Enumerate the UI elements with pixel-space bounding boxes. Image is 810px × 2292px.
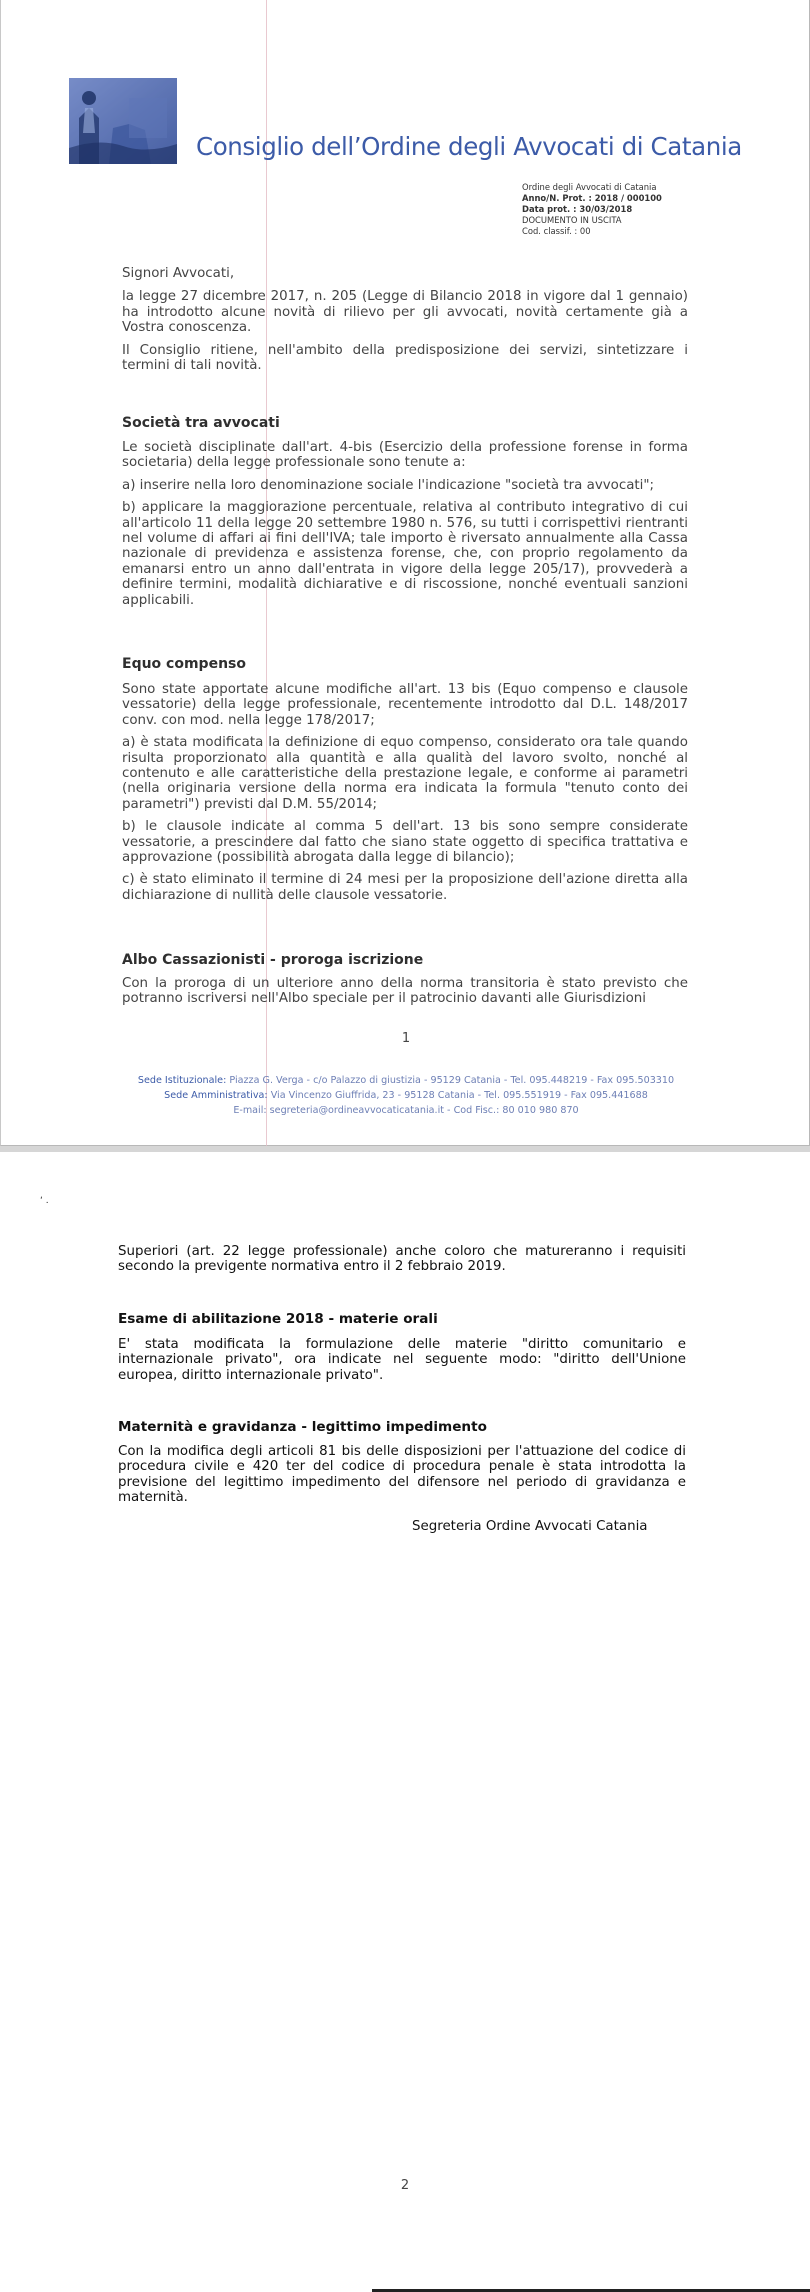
footer-label: Sede Amministrativa: (164, 1090, 268, 1101)
footer-line (1, 1073, 810, 1088)
paragraph: a) è stata modificata la definizione di equo compenso, considerato ora tale quando risulta proporzionato alla quantità e alla qualità del lavoro svolto, nonché al contenuto e alle caratteristiche della prestazione legale, e conforme ai parametri (nella originaria versione della norma era indicata la formula "tenuto conto dei parametri") previsti dal D.M. 55/2014; (122, 735, 688, 812)
salutation: Signori Avvocati, (122, 266, 235, 281)
paragraph: b) le clausole indicate al comma 5 dell'art. 13 bis sono sempre considerate vessatorie, a prescindere dal fatto che siano state oggetto di specifica trattativa e approvazione (possibilità abrogata dalla legge di bilancio); (122, 819, 688, 866)
section-heading: Maternità e gravidanza - legittimo impedimento (118, 1419, 487, 1435)
section-heading: Albo Cassazionisti - proroga iscrizione (122, 952, 424, 968)
footer-text: Via Vincenzo Giuffrida, 23 - 95128 Catania - Tel. 095.551919 - Fax 095.441688 (270, 1090, 648, 1101)
section-body (122, 976, 688, 1014)
paragraph: la legge 27 dicembre 2017, n. 205 (Legge di Bilancio 2018 in vigore dal 1 gennaio) ha introdotto alcune novità di rilievo per gli avvocati, novità certamente già a Vostra conoscenza. (122, 289, 688, 336)
footer-line (1, 1103, 810, 1118)
scan-mark: ‘ . (40, 1196, 49, 1206)
section-body (122, 440, 688, 615)
paragraph: Sono state apportate alcune modifiche all'art. 13 bis (Equo compenso e clausole vessatorie) della legge professionale, recentemente introdotto dal D.L. 148/2017 conv. con mod. nella legge 178/2017; (122, 682, 688, 728)
paragraph: Le società disciplinate dall'art. 4-bis (Esercizio della professione forense in forma societaria) della legge professionale sono tenute a: (122, 440, 688, 471)
paragraph: Con la proroga di un ulteriore anno della norma transitoria è stato previsto che potranno iscriversi nell'Albo speciale per il patrocinio davanti alle Giurisdizioni (122, 976, 688, 1007)
protocol-line: Anno/N. Prot. : 2018 / 000100 (522, 193, 662, 203)
section-body (118, 1444, 686, 1513)
paragraph: Superiori (art. 22 legge professionale) anche coloro che matureranno i requisiti secondo la previgente normativa entro il 2 febbraio 2019. (118, 1244, 686, 1275)
footer-text: Piazza G. Verga - c/o Palazzo di giustizia - 95129 Catania - Tel. 095.448219 - Fax 095.503310 (229, 1075, 675, 1086)
protocol-line: DOCUMENTO IN USCITA (522, 215, 622, 225)
paragraph: c) è stato eliminato il termine di 24 mesi per la proposizione dell'azione diretta alla dichiarazione di nullità delle clausole vessatorie. (122, 872, 688, 903)
footer-line (1, 1088, 810, 1103)
paragraph: Il Consiglio ritiene, nell'ambito della predisposizione dei servizi, sintetizzare i termini di tali novità. (122, 342, 688, 374)
org-title: Consiglio dell’Ordine degli Avvocati di Catania (196, 132, 742, 161)
protocol-line: Cod. classif. : 00 (522, 226, 591, 236)
logo-image (69, 78, 177, 164)
paragraph: a) inserire nella loro denominazione sociale l'indicazione "società tra avvocati"; (122, 477, 655, 493)
protocol-stamp (522, 182, 662, 237)
section-body (118, 1244, 686, 1282)
letterhead-footer (1, 1073, 810, 1118)
paragraph: E' stata modificata la formulazione delle materie "diritto comunitario e internazionale privato", ora indicate nel seguente modo: "diritto dell'Unione europea, diritto internazionale privato". (118, 1337, 686, 1383)
footer-label: Sede Istituzionale: (137, 1075, 227, 1086)
section-heading: Esame di abilitazione 2018 - materie orali (118, 1311, 438, 1327)
page-2 (0, 1152, 810, 2292)
section-heading: Equo compenso (122, 656, 246, 672)
section-body (122, 682, 688, 910)
section-body (118, 1337, 686, 1390)
footer-text: E-mail: segreteria@ordineavvocaticatania.it - Cod Fisc.: 80 010 980 870 (233, 1105, 579, 1116)
protocol-line: Data prot. : 30/03/2018 (522, 204, 633, 214)
signature: Segreteria Ordine Avvocati Catania (412, 1519, 648, 1534)
paragraph: Con la modifica degli articoli 81 bis delle disposizioni per l'attuazione del codice di procedura civile e 420 ter del codice di procedura penale è stata introdotta la previsione del legittimo impedimento del difensore nel periodo di gravidanza e maternità. (118, 1444, 686, 1506)
page-number: 2 (400, 2178, 410, 2193)
protocol-line: Ordine degli Avvocati di Catania (522, 182, 657, 192)
intro-block (122, 266, 688, 380)
page-number: 1 (401, 1031, 411, 1046)
paragraph: b) applicare la maggiorazione percentuale, relativa al contributo integrativo di cui all'articolo 11 della legge 20 settembre 1980 n. 576, su tutti i corrispettivi rientranti nel volume di affari ai fini dell'IVA; tale importo è riversato annualmente alla Cassa nazionale di previdenza e assistenza forense, che, con proprio regolamento da emanarsi entro un anno dall'entrata in vigore della legge 205/17), provvederà a definire termini, modalità dichiarative e di riscossione, nonché eventuali sanzioni applicabili. (122, 500, 688, 608)
section-heading: Società tra avvocati (122, 415, 280, 431)
